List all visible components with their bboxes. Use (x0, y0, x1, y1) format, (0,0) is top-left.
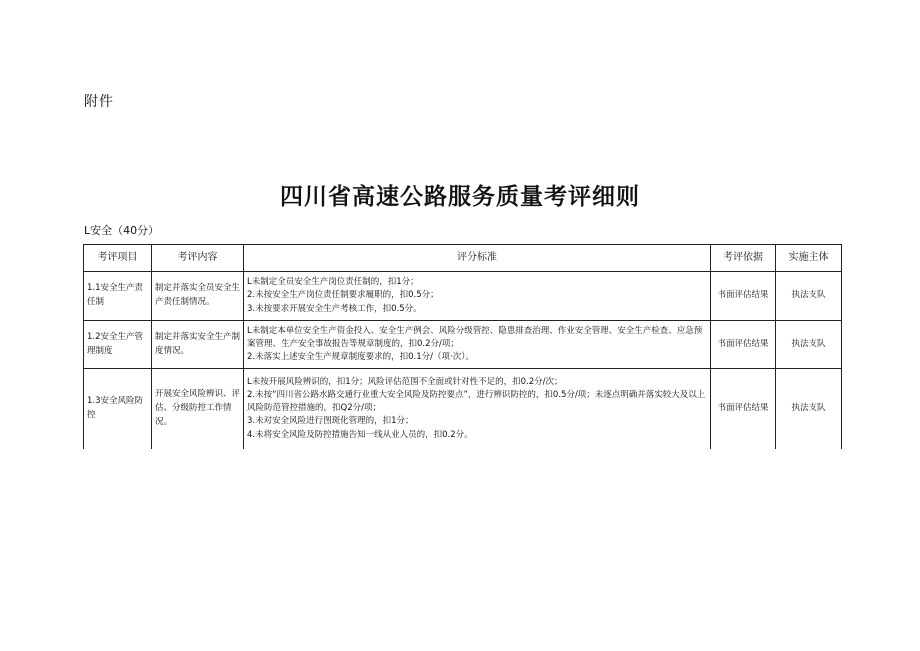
column-header-content: 考评内容 (152, 245, 244, 272)
criteria-line: 2.未落实上述安全生产规章制度要求的，扣0.1分/（项·次）。 (247, 352, 474, 363)
cell-content: 开展安全风险辨识、评估、分级防控工作情况。 (152, 369, 244, 449)
table-row (84, 272, 842, 321)
column-header-item: 考评项目 (84, 245, 152, 272)
attachment-label: 附件 (84, 94, 114, 110)
cell-item: 1.1安全生产责任制 (84, 272, 152, 321)
table-header-row (84, 245, 842, 272)
criteria-line: 4.未将安全风险及防控措施告知一线从业人员的，扣0.2分。 (247, 429, 473, 440)
criteria-line: L未制定全员安全生产岗位责任制的，扣1分； (247, 277, 419, 288)
cell-basis: 书面评估结果 (711, 369, 776, 449)
page-title: 四川省高速公路服务质量考评细则 (280, 184, 640, 210)
cell-criteria (244, 321, 711, 369)
evaluation-table (83, 244, 842, 449)
criteria-line: 2.未按安全生产岗位责任制要求履职的，扣0.5分； (247, 290, 439, 301)
criteria-line: 3.未按要求开展安全生产考核工作，扣0.5分。 (247, 303, 422, 314)
cell-criteria (244, 272, 711, 321)
cell-criteria (244, 369, 711, 449)
criteria-line: L未按开展风险辨识的，扣1分；风险评估范围不全面或针对性不足的，扣0.2分/次； (247, 376, 563, 387)
criteria-line: 2.未按“四川省公路水路交通行业重大安全风险及防控要点”，进行辨识防控的，扣0.5分/项；未逐点明确并落实较大及以上风险防范管控措施的，扣Q2分/项； (247, 389, 706, 414)
cell-item: 1.3安全风险防控 (84, 369, 152, 449)
table-row (84, 369, 842, 449)
cell-executor: 执法支队 (776, 321, 842, 369)
cell-basis: 书面评估结果 (711, 321, 776, 369)
cell-item: 1.2安全生产管理制度 (84, 321, 152, 369)
column-header-basis: 考评依据 (711, 245, 776, 272)
criteria-line: 3.未对安全风险进行图斑化管理的，扣1分； (247, 416, 414, 427)
cell-executor: 执法支队 (776, 369, 842, 449)
cell-executor: 执法支队 (776, 272, 842, 321)
table-row (84, 321, 842, 369)
column-header-criteria: 评分标准 (244, 245, 711, 272)
criteria-line: L未制定本单位安全生产资金投入、安全生产例会、风险分级管控、隐患排查治理、作业安全管理、安全生产检查、应急预案管理、生产安全事故报告等规章制度的，扣0.2分/项； (247, 325, 703, 349)
cell-basis: 书面评估结果 (711, 272, 776, 321)
cell-content: 制定并落实安全生产制度情况。 (152, 321, 244, 369)
cell-content: 制定并落实全员安全生产责任制情况。 (152, 272, 244, 321)
column-header-executor: 实施主体 (776, 245, 842, 272)
section-heading: L安全（40分） (84, 224, 160, 237)
